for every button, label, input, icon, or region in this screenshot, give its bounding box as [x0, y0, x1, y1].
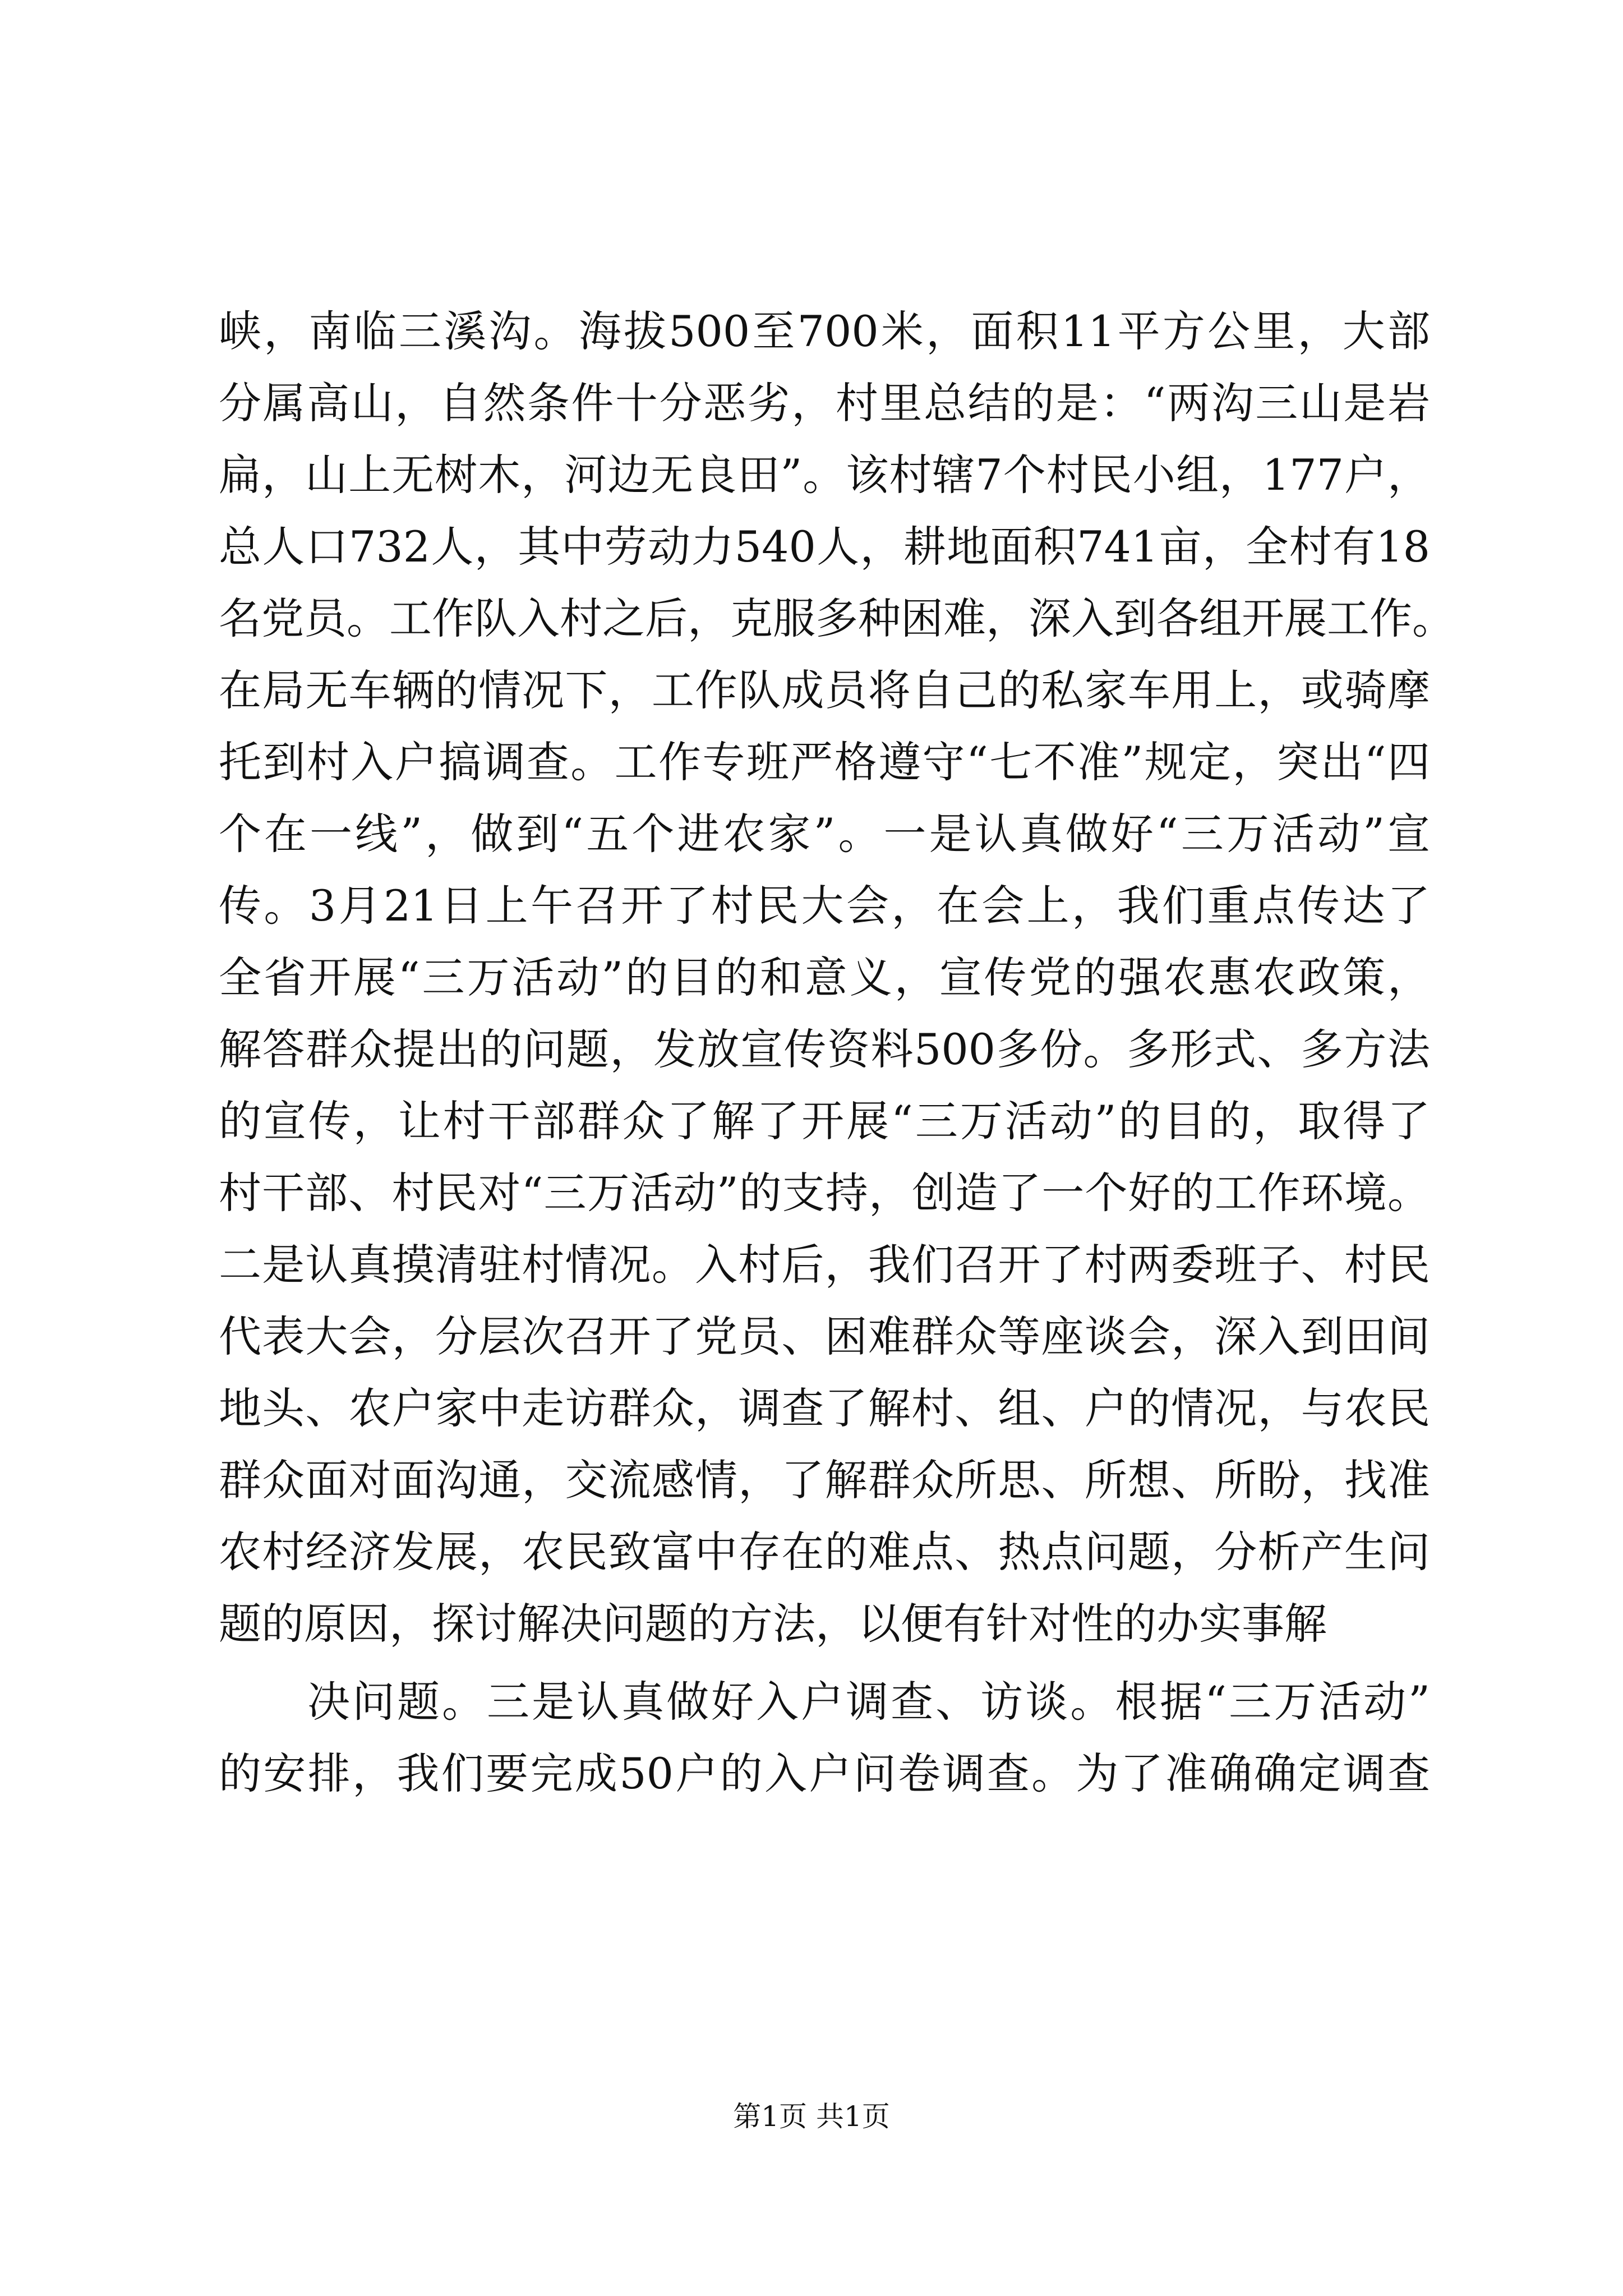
body-text-line-7: 托到村入户搞调查。工作专班严格遵守“七不准”规定，突出“四 — [219, 737, 1430, 787]
body-text-line-18: 农村经济发展，农民致富中存在的难点、热点问题，分析产生问 — [219, 1527, 1430, 1577]
body-text-line-4: 总人口732人，其中劳动力540人，耕地面积741亩，全村有18 — [219, 522, 1430, 572]
body-text-line-13: 村干部、村民对“三万活动”的支持，创造了一个好的工作环境。 — [219, 1168, 1430, 1218]
body-text-line-20: 决问题。三是认真做好入户调查、访谈。根据“三万活动” — [307, 1677, 1430, 1727]
body-text-line-16: 地头、农户家中走访群众，调查了解村、组、户的情况，与农民 — [219, 1383, 1430, 1433]
body-text-line-10: 全省开展“三万活动”的目的和意义，宣传党的强农惠农政策， — [219, 953, 1430, 1002]
body-text-line-6: 在局无车辆的情况下，工作队成员将自己的私家车用上，或骑摩 — [219, 665, 1430, 715]
body-text-line-17: 群众面对面沟通，交流感情，了解群众所思、所想、所盼，找准 — [219, 1455, 1430, 1505]
body-text-line-5: 名党员。工作队入村之后，克服多种困难，深入到各组开展工作。 — [219, 593, 1455, 643]
body-text-line-21: 的安排，我们要完成50户的入户问卷调查。为了准确确定调查 — [219, 1749, 1430, 1798]
body-text-line-11: 解答群众提出的问题，发放宣传资料500多份。多形式、多方法 — [219, 1024, 1430, 1074]
body-text-line-14: 二是认真摸清驻村情况。入村后，我们召开了村两委班子、村民 — [219, 1240, 1430, 1290]
body-text-line-8: 个在一线”，做到“五个进农家”。一是认真做好“三万活动”宣 — [219, 809, 1430, 859]
page-footer: 第1页 共1页 — [733, 2100, 890, 2133]
body-text-line-2: 分属高山，自然条件十分恶劣，村里总结的是：“两沟三山是岩 — [219, 378, 1430, 428]
body-text-line-1: 峡，南临三溪沟。海拔500至700米，面积11平方公里，大部 — [219, 306, 1430, 356]
body-text-line-15: 代表大会，分层次召开了党员、困难群众等座谈会，深入到田间 — [219, 1312, 1430, 1361]
body-text-line-3: 扁，山上无树木，河边无良田”。该村辖7个村民小组，177户， — [219, 450, 1430, 500]
body-text-line-12: 的宣传，让村干部群众了解了开展“三万活动”的目的，取得了 — [219, 1096, 1430, 1146]
body-text-line-9: 传。3月21日上午召开了村民大会，在会上，我们重点传达了 — [219, 881, 1430, 931]
body-text-line-19: 题的原因，探讨解决问题的方法，以便有针对性的办实事解 — [219, 1599, 1327, 1649]
